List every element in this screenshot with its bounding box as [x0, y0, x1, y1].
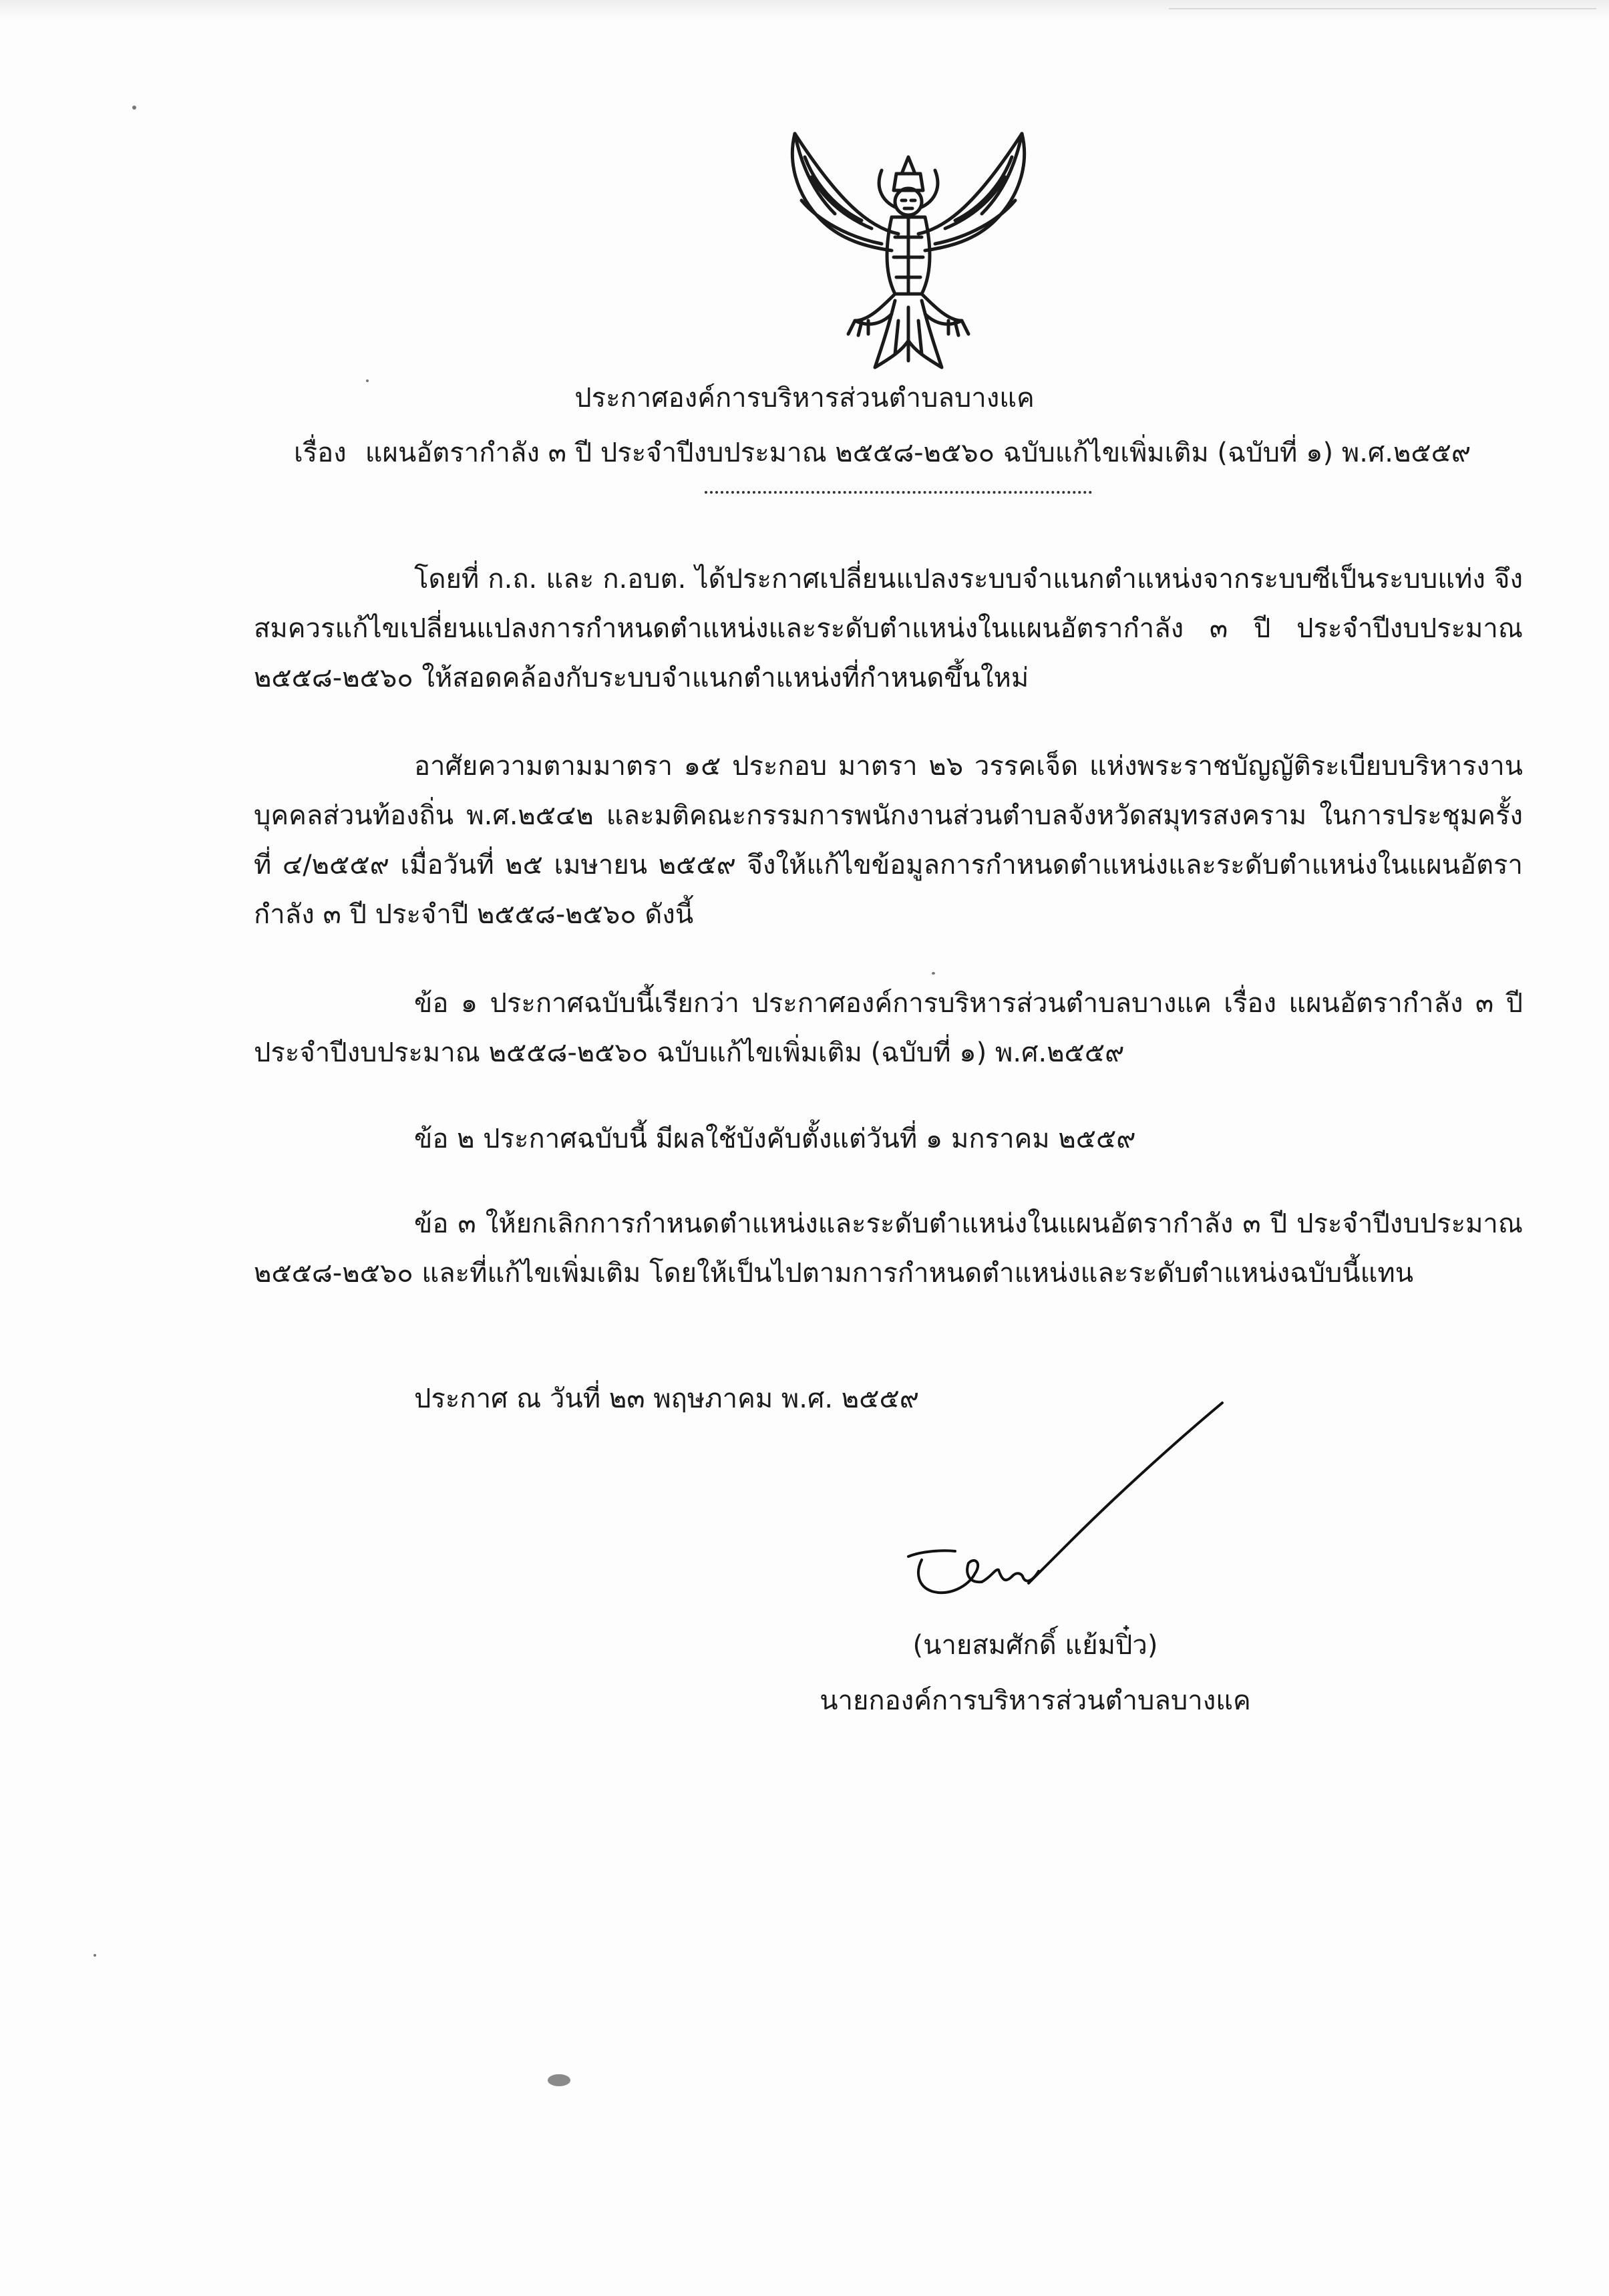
- paragraph-legal-basis: อาศัยความตามมาตรา ๑๕ ประกอบ มาตรา ๒๖ วรรคเจ็ด แห่งพระราชบัญญัติระเบียบบริหารงานบุคคลส่วนท้องถิ่น พ.ศ.๒๕๔๒ และมติคณะกรรมการพนักงานส่วนตำบลจังหวัดสมุทรสงคราม ในการประชุมครั้งที่ ๔/๒๕๕๙ เมื่อวันที่ ๒๕ เมษายน ๒๕๕๙ จึงให้แก้ไขข้อมูลการกำหนดตำแหน่งและระดับตำแหน่งในแผนอัตรากำลัง ๓ ปี ประจำปี ๒๕๕๘-๒๕๖๐ ดังนี้: [254, 751, 1523, 930]
- clause-3: ข้อ ๓ ให้ยกเลิกการกำหนดตำแหน่งและระดับตำแหน่งในแผนอัตรากำลัง ๓ ปี ประจำปีงบประมาณ ๒๕๕๘-๒๕๖๐ และที่แก้ไขเพิ่มเติม โดยให้เป็นไปตามการกำหนดตำแหน่งและระดับตำแหน่งฉบับนี้แทน: [254, 1208, 1523, 1289]
- announcement-heading: ประกาศองค์การบริหารส่วนตำบลบางแค: [574, 383, 1035, 414]
- signatory-title: นายกองค์การบริหารส่วนตำบลบางแค: [820, 1685, 1251, 1716]
- signatory-name: (นายสมศักดิ์ แย้มปิ๋ว): [912, 1630, 1158, 1661]
- dotted-divider: [705, 491, 1092, 494]
- handwritten-signature-icon: [868, 1396, 1242, 1610]
- scan-edge: [0, 0, 1609, 20]
- announce-date: ประกาศ ณ วันที่ ๒๓ พฤษภาคม พ.ศ. ๒๕๕๙: [414, 1383, 920, 1414]
- scan-speck: [94, 1954, 96, 1957]
- scan-speck: [366, 379, 369, 382]
- scan-speck: [548, 2074, 570, 2086]
- subject-text: แผนอัตรากำลัง ๓ ปี ประจำปีงบประมาณ ๒๕๕๘-๒๕๖๐ ฉบับแก้ไขเพิ่มเติม (ฉบับที่ ๑) พ.ศ.๒๕๕๙: [365, 438, 1471, 468]
- scan-speck: [132, 106, 136, 110]
- subject-label: เรื่อง: [294, 438, 347, 468]
- clause-1: ข้อ ๑ ประกาศฉบับนี้เรียกว่า ประกาศองค์การบริหารส่วนตำบลบางแค เรื่อง แผนอัตรากำลัง ๓ ปี ประจำปีงบประมาณ ๒๕๕๘-๒๕๖๐ ฉบับแก้ไขเพิ่มเติม (ฉบับที่ ๑) พ.ศ.๒๕๕๙: [254, 988, 1523, 1068]
- subject-line: [294, 434, 1563, 472]
- garuda-emblem-icon: [775, 120, 1042, 387]
- paragraph-preamble: โดยที่ ก.ถ. และ ก.อบต. ได้ประกาศเปลี่ยนแปลงระบบจำแนกตำแหน่งจากระบบซีเป็นระบบแท่ง จึงสมควรแก้ไขเปลี่ยนแปลงการกำหนดตำแหน่งและระดับตำแหน่งในแผนอัตรากำลัง ๓ ปี ประจำปีงบประมาณ ๒๕๕๘-๒๕๖๐ ให้สอดคล้องกับระบบจำแนกตำแหน่งที่กำหนดขึ้นใหม่: [254, 564, 1523, 693]
- scan-artifact-line: [1169, 8, 1596, 9]
- clause-2: ข้อ ๒ ประกาศฉบับนี้ มีผลใช้บังคับตั้งแต่วันที่ ๑ มกราคม ๒๕๕๙: [414, 1124, 1136, 1154]
- scan-speck: [932, 972, 935, 975]
